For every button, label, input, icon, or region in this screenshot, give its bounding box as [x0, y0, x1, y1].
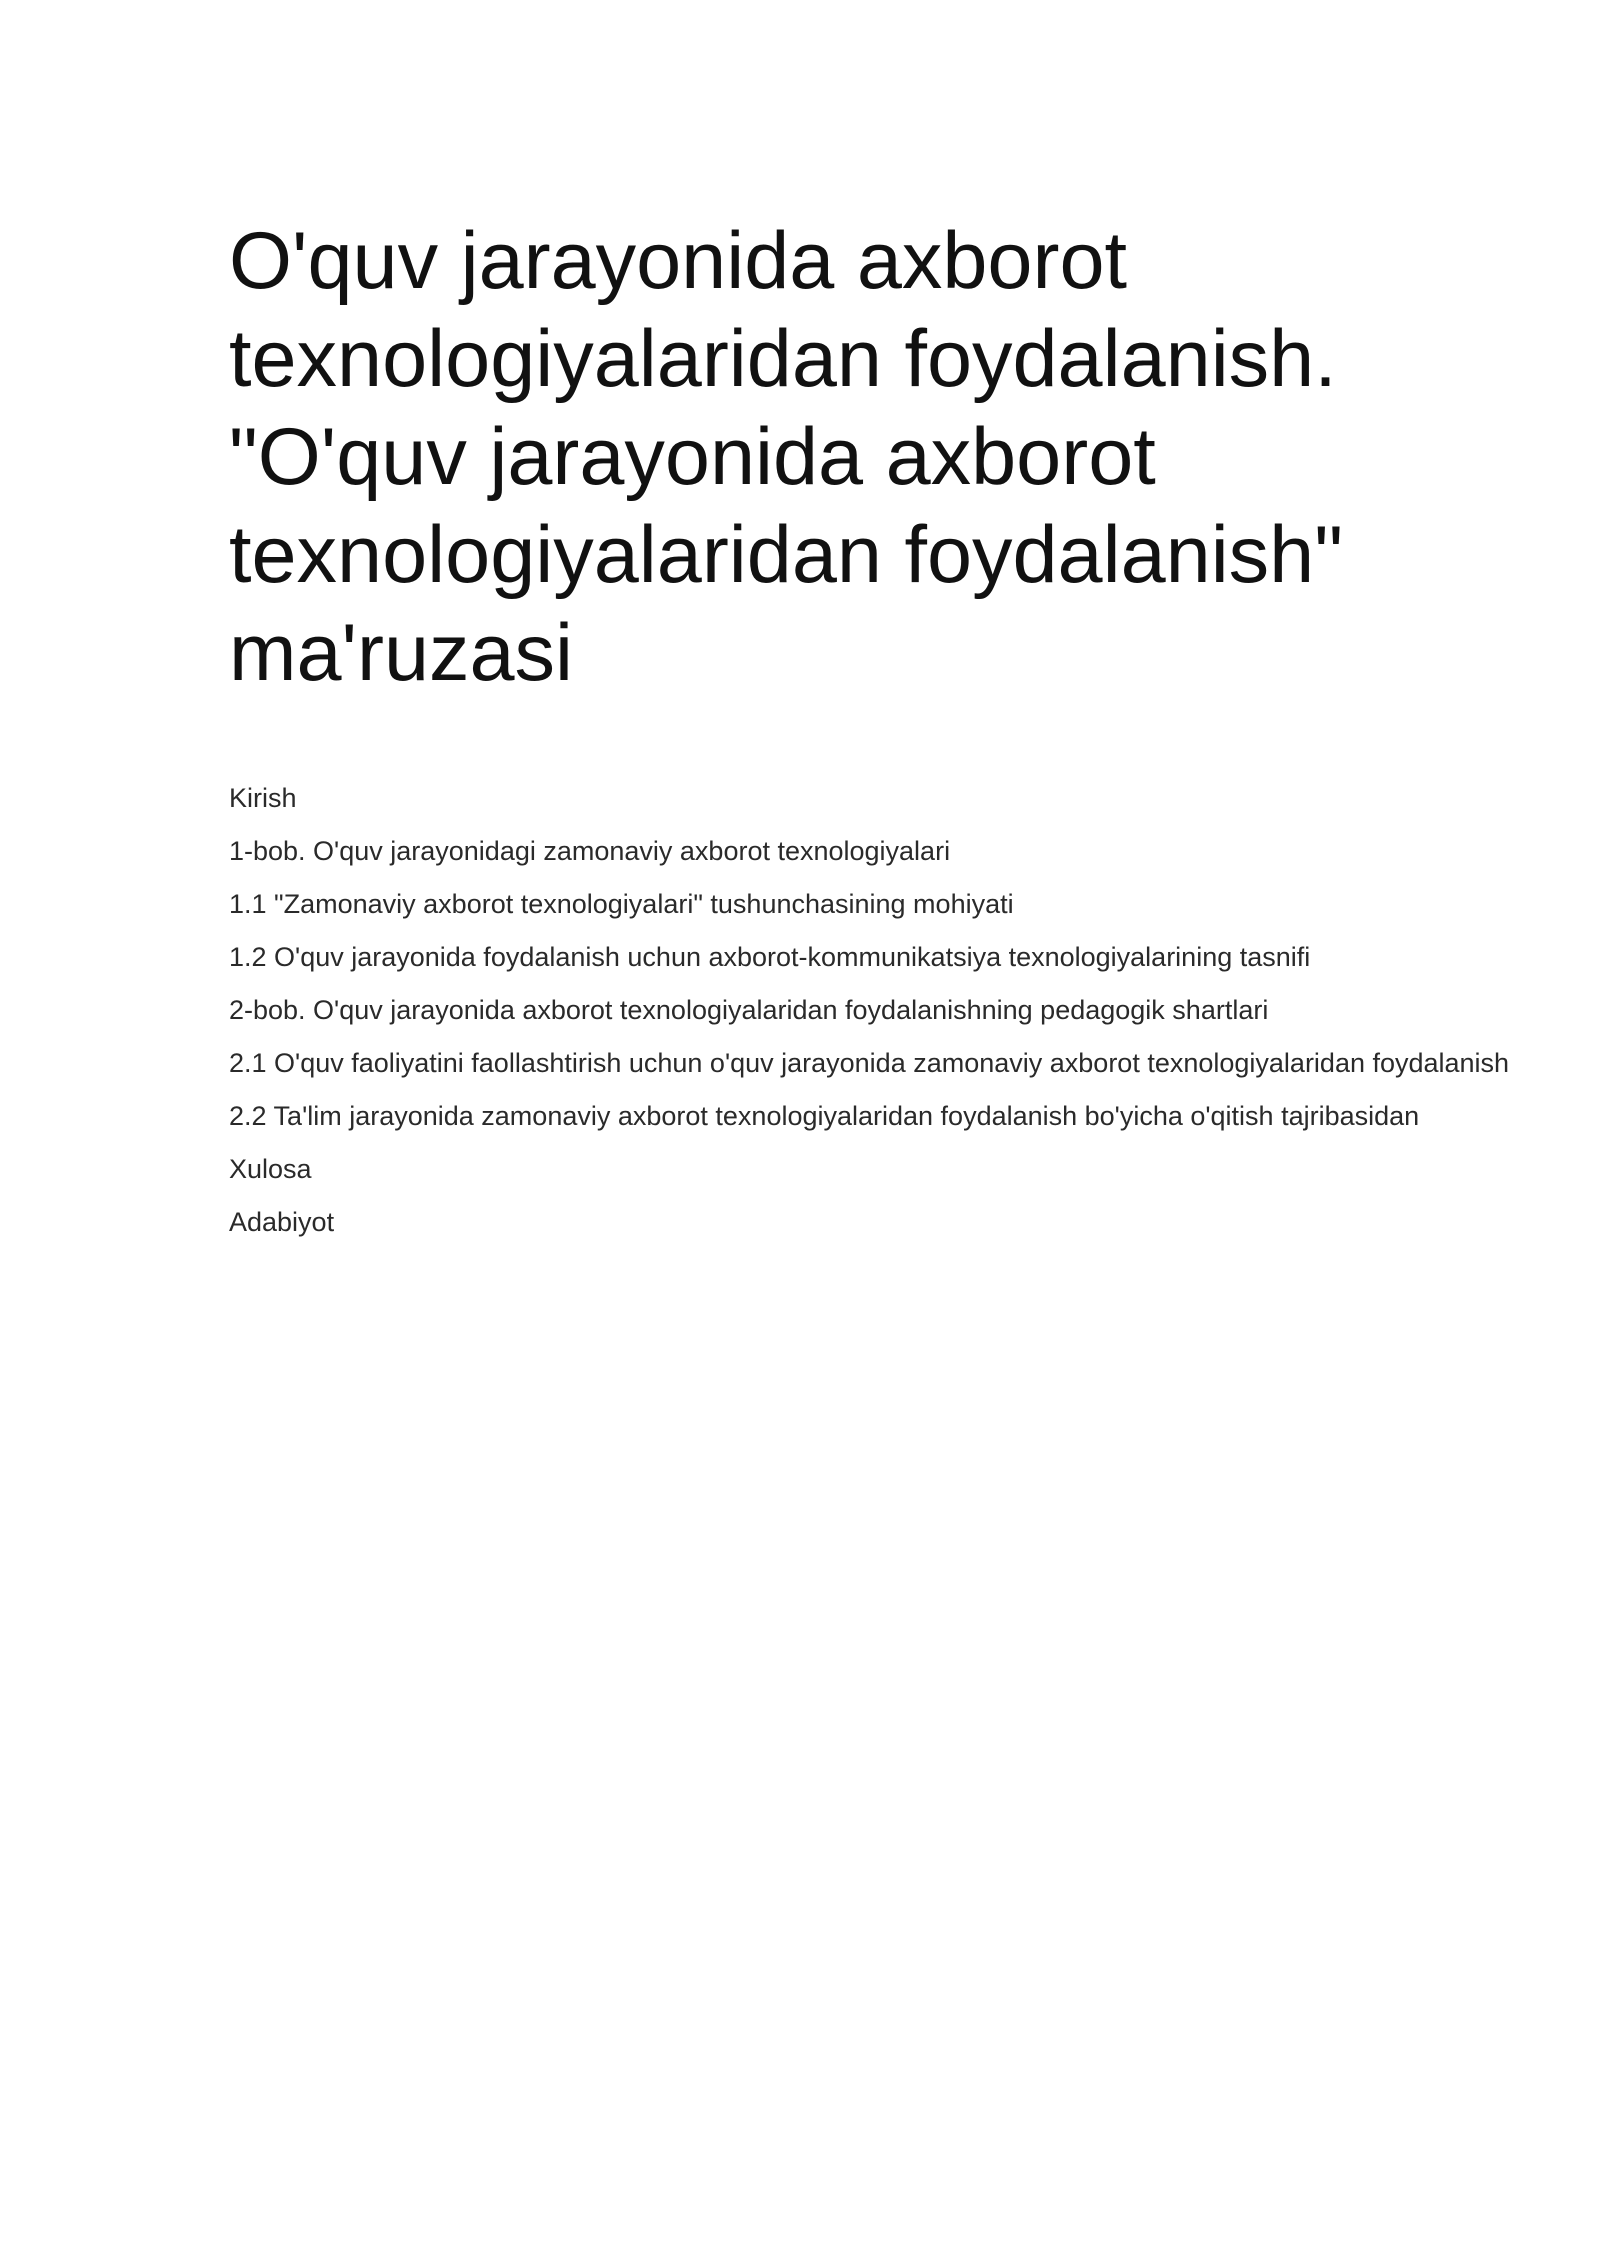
toc-item-section-1-2: 1.2 O'quv jarayonida foydalanish uchun axborot-kommunikatsiya texnologiyalarining tasnifi [229, 942, 1311, 972]
toc-item-section-1-1: 1.1 "Zamonaviy axborot texnologiyalari" tushunchasining mohiyati [229, 889, 1014, 919]
toc-item-references: Adabiyot [229, 1207, 335, 1237]
toc-item-conclusion: Xulosa [229, 1154, 312, 1184]
document-title: O'quv jarayonida axborot texnologiyalaridan foydalanish. "O'quv jarayonida axborot texnologiyalaridan foydalanish" ma'ruzasi [229, 216, 1343, 698]
toc-item-chapter-2: 2-bob. O'quv jarayonida axborot texnologiyalaridan foydalanishning pedagogik shartlari [229, 995, 1269, 1025]
table-of-contents [229, 782, 1529, 1239]
toc-item-section-2-2: 2.2 Ta'lim jarayonida zamonaviy axborot texnologiyalaridan foydalanish bo'yicha o'qitish tajribasidan [229, 1101, 1420, 1131]
toc-item-chapter-1: 1-bob. O'quv jarayonidagi zamonaviy axborot texnologiyalari [229, 836, 951, 866]
document-page [229, 212, 1529, 1259]
toc-item-introduction: Kirish [229, 783, 297, 813]
toc-item-section-2-1: 2.1 O'quv faoliyatini faollashtirish uchun o'quv jarayonida zamonaviy axborot texnologiyalaridan foydalanish [229, 1048, 1510, 1078]
